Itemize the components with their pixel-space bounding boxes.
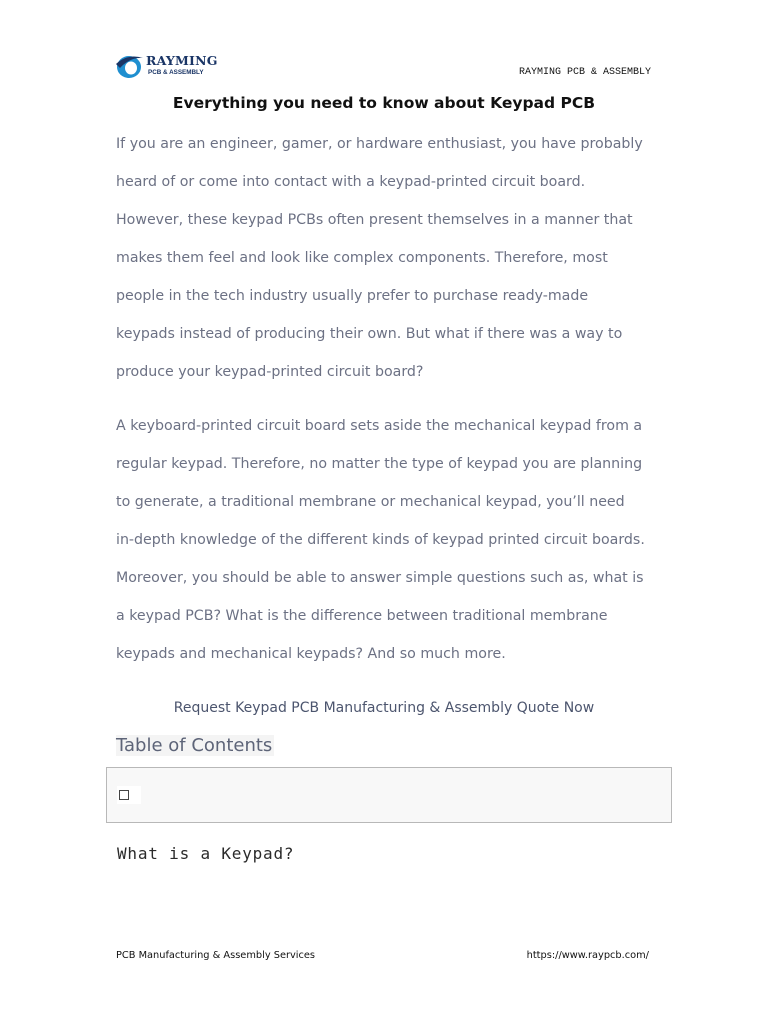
paragraph-line: keypads and mechanical keypads? And so much more. [116,646,506,662]
paragraph-line: heard of or come into contact with a keypad-printed circuit board. [116,174,586,190]
intro-paragraph [116,125,661,391]
header-company-name: RAYMING PCB & ASSEMBLY [518,67,651,78]
paragraph-line: If you are an engineer, gamer, or hardware enthusiast, you have probably [116,136,643,152]
rayming-logo-icon [114,52,144,80]
paragraph-line: a keypad PCB? What is the difference between traditional membrane [116,608,608,624]
footer-left-text: PCB Manufacturing & Assembly Services [116,950,316,961]
footer-website-link[interactable]: https://www.raypcb.com/ [526,950,649,961]
logo-name: RAYMING [146,53,218,68]
toc-heading: Table of Contents [116,735,273,756]
document-title: Everything you need to know about Keypad PCB [172,94,596,112]
checkbox-icon[interactable] [119,790,129,800]
paragraph-line: A keyboard-printed circuit board sets aside the mechanical keypad from a [116,418,643,434]
toc-toggle[interactable] [117,786,141,804]
paragraph-line: keypads instead of producing their own. But what if there was a way to [116,326,623,342]
paragraph-line: in-depth knowledge of the different kinds of keypad printed circuit boards. [116,532,645,548]
logo-subtitle: PCB & ASSEMBLY [148,69,204,76]
company-logo [114,50,224,82]
paragraph-line: makes them feel and look like complex components. Therefore, most [116,250,608,266]
paragraph-line: to generate, a traditional membrane or mechanical keypad, you’ll need [116,494,625,510]
paragraph-line: regular keypad. Therefore, no matter the type of keypad you are planning [116,456,643,472]
toc-box [106,767,672,823]
request-quote-link[interactable]: Request Keypad PCB Manufacturing & Assembly Quote Now [173,700,595,716]
paragraph-line: Moreover, you should be able to answer simple questions such as, what is [116,570,644,586]
section-heading: What is a Keypad? [117,844,295,863]
paragraph-line: However, these keypad PCBs often present themselves in a manner that [116,212,633,228]
second-paragraph [116,407,661,673]
paragraph-line: people in the tech industry usually prefer to purchase ready-made [116,288,589,304]
paragraph-line: produce your keypad-printed circuit board? [116,364,424,380]
